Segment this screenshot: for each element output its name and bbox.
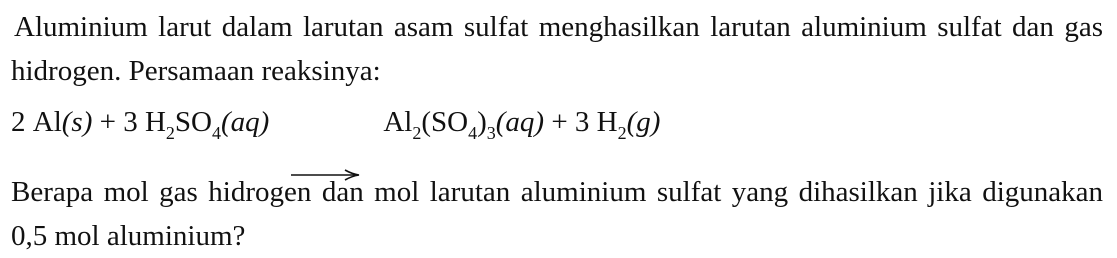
product1-state: (aq) — [495, 106, 545, 138]
intro-paragraph: Aluminium larut dalam larutan asam sulfat menghasilkan larutan aluminium sulfat dan gas hidrogen. Persamaan reaksinya: — [11, 11, 1103, 87]
reaction-equation — [11, 106, 660, 154]
reactant2-state: (aq) — [221, 106, 270, 138]
product1-oxygen-subscript: 4 — [468, 123, 478, 143]
product1-aluminium-subscript: 2 — [412, 123, 422, 143]
reactant1-state: (s) — [61, 106, 93, 138]
product1-sulfate-close: ) — [477, 106, 487, 138]
reactant2-hydrogen-subscript: 2 — [165, 123, 175, 143]
product2-state: (g) — [626, 106, 661, 138]
product1-sulfate-open: (SO — [421, 106, 469, 138]
product1-aluminium: Al — [383, 106, 413, 138]
product2-hydrogen: H — [596, 106, 618, 138]
plus-sign-1: + 3 — [92, 106, 145, 138]
reactant1-symbol: Al — [32, 106, 62, 138]
plus-sign-2: + 3 — [544, 106, 597, 138]
reactant1-coefficient: 2 — [11, 106, 33, 138]
reactant2-sulfate: SO — [174, 106, 212, 138]
reactant2-hydrogen: H — [144, 106, 166, 138]
reaction-arrow-icon — [289, 99, 361, 119]
reactant2-oxygen-subscript: 4 — [212, 123, 221, 143]
product2-hydrogen-subscript: 2 — [617, 123, 627, 143]
product1-group-subscript: 3 — [486, 123, 496, 143]
question-paragraph: Berapa mol gas hidrogen dan mol larutan aluminium sulfat yang dihasilkan jika digunakan 0,5 mol aluminium? — [11, 176, 1103, 252]
